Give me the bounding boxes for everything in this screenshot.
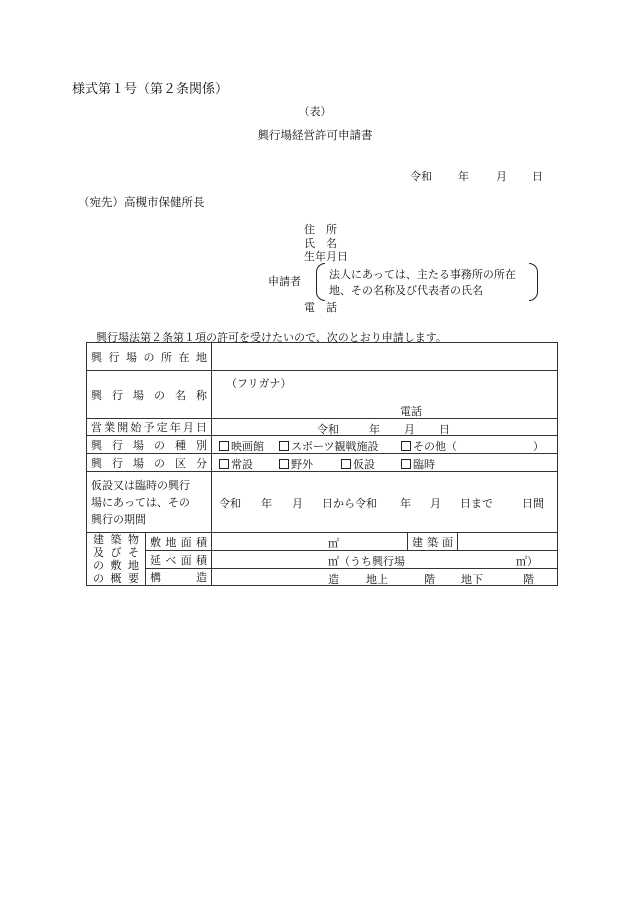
row-name bbox=[87, 371, 558, 419]
structure-field[interactable] bbox=[212, 569, 558, 586]
corporate-note bbox=[316, 263, 538, 299]
structure-below: 地下 bbox=[461, 573, 483, 586]
checkbox-icon bbox=[341, 459, 351, 469]
bracket-left bbox=[316, 263, 325, 301]
side-label: （表） bbox=[298, 105, 332, 118]
site-area-unit: ㎡ bbox=[328, 537, 339, 550]
type-label: 興行場の種別 bbox=[91, 438, 207, 452]
row-floor-area bbox=[87, 551, 558, 569]
start-year-label: 年 bbox=[369, 423, 380, 436]
period-until-label: 日まで bbox=[460, 497, 493, 510]
row-location bbox=[87, 343, 558, 371]
structure-label: 構 造 bbox=[150, 571, 207, 584]
row-type bbox=[87, 436, 558, 454]
row-start-date bbox=[87, 419, 558, 436]
applicant-address-label: 住 所 bbox=[304, 223, 337, 236]
floor-area-unit: ㎡（うち興行場 bbox=[328, 555, 405, 568]
class-option-permanent[interactable]: 常設 bbox=[219, 456, 253, 472]
class-option-provisional[interactable]: 臨時 bbox=[401, 456, 435, 472]
applicant-birthdate-label: 生年月日 bbox=[304, 250, 348, 263]
period-era: 令和 bbox=[219, 497, 241, 510]
start-era: 令和 bbox=[317, 423, 339, 436]
class-field bbox=[212, 454, 558, 472]
building-label: 建築物 及びそ の敷地 の概要 bbox=[87, 533, 146, 586]
start-month-label: 月 bbox=[404, 423, 415, 436]
structure-zo: 造 bbox=[328, 573, 339, 586]
row-site-area bbox=[87, 533, 558, 551]
row-class bbox=[87, 454, 558, 472]
date-year-label: 年 bbox=[458, 170, 469, 183]
name-phone-label: 電話 bbox=[400, 405, 422, 418]
corporate-note-line2: 地、その名称及び代表者の氏名 bbox=[329, 284, 483, 297]
checkbox-icon bbox=[401, 441, 411, 451]
site-area-field[interactable] bbox=[212, 533, 408, 551]
application-table bbox=[86, 342, 558, 586]
site-area-label: 敷地面積 bbox=[150, 535, 207, 549]
start-date-field[interactable] bbox=[212, 419, 558, 436]
period-year2-label: 年 bbox=[400, 497, 411, 510]
period-field[interactable] bbox=[212, 472, 558, 533]
checkbox-icon bbox=[219, 441, 229, 451]
period-label: 仮設又は臨時の興行 場にあっては、その 興行の期間 bbox=[87, 472, 212, 533]
bracket-right bbox=[529, 263, 538, 301]
intro-text: 興行場法第２条第１項の許可を受けたいので、次のとおり申請します。 bbox=[96, 331, 447, 344]
class-label: 興行場の区分 bbox=[91, 456, 207, 470]
structure-floor2: 階 bbox=[523, 573, 534, 586]
type-option-cinema[interactable]: 映画館 bbox=[219, 438, 264, 454]
floor-area-field[interactable] bbox=[212, 551, 558, 569]
date-day-label: 日 bbox=[532, 170, 543, 183]
building-area-field[interactable] bbox=[458, 533, 558, 551]
applicant-phone-label: 電 話 bbox=[304, 301, 337, 314]
structure-floor: 階 bbox=[424, 573, 435, 586]
furigana-label: （フリガナ） bbox=[226, 377, 292, 390]
period-month2-label: 月 bbox=[430, 497, 441, 510]
checkbox-icon bbox=[279, 459, 289, 469]
class-option-outdoor[interactable]: 野外 bbox=[279, 456, 313, 472]
date-month-label: 月 bbox=[496, 170, 507, 183]
addressee: （宛先）高槻市保健所長 bbox=[78, 195, 205, 209]
date-era: 令和 bbox=[410, 170, 432, 183]
period-days-label: 日間 bbox=[522, 497, 544, 510]
floor-area-label: 延べ面積 bbox=[150, 553, 207, 567]
corporate-note-line1: 法人にあっては、主たる事務所の所在 bbox=[329, 268, 516, 281]
checkbox-icon bbox=[219, 459, 229, 469]
name-label: 興行場の名称 bbox=[91, 388, 207, 402]
class-option-temporary[interactable]: 仮設 bbox=[341, 456, 375, 472]
row-period bbox=[87, 472, 558, 533]
name-field[interactable] bbox=[212, 371, 558, 419]
building-area-label: 建築面 bbox=[412, 535, 453, 549]
checkbox-icon bbox=[279, 441, 289, 451]
type-option-sports[interactable]: スポーツ観戦施設 bbox=[279, 438, 379, 454]
applicant-name-label: 氏 名 bbox=[304, 237, 337, 250]
row-structure bbox=[87, 569, 558, 586]
type-option-other[interactable]: その他（ bbox=[401, 438, 457, 454]
location-field[interactable] bbox=[212, 343, 558, 371]
period-month-label: 月 bbox=[292, 497, 303, 510]
period-year-label: 年 bbox=[261, 497, 272, 510]
start-day-label: 日 bbox=[439, 423, 450, 436]
location-label: 興行場の所在地 bbox=[91, 350, 207, 364]
start-date-label: 営業開始予定年月日 bbox=[91, 421, 207, 434]
type-other-close: ） bbox=[533, 440, 544, 453]
checkbox-icon bbox=[401, 459, 411, 469]
floor-area-close: ㎡） bbox=[516, 555, 538, 568]
type-field bbox=[212, 436, 558, 454]
period-from-label: 日から令和 bbox=[322, 497, 377, 510]
applicant-label: 申請者 bbox=[268, 275, 301, 288]
form-number: 様式第１号（第２条関係） bbox=[72, 82, 229, 97]
structure-above: 地上 bbox=[366, 573, 388, 586]
page-title: 興行場経営許可申請書 bbox=[257, 128, 373, 142]
